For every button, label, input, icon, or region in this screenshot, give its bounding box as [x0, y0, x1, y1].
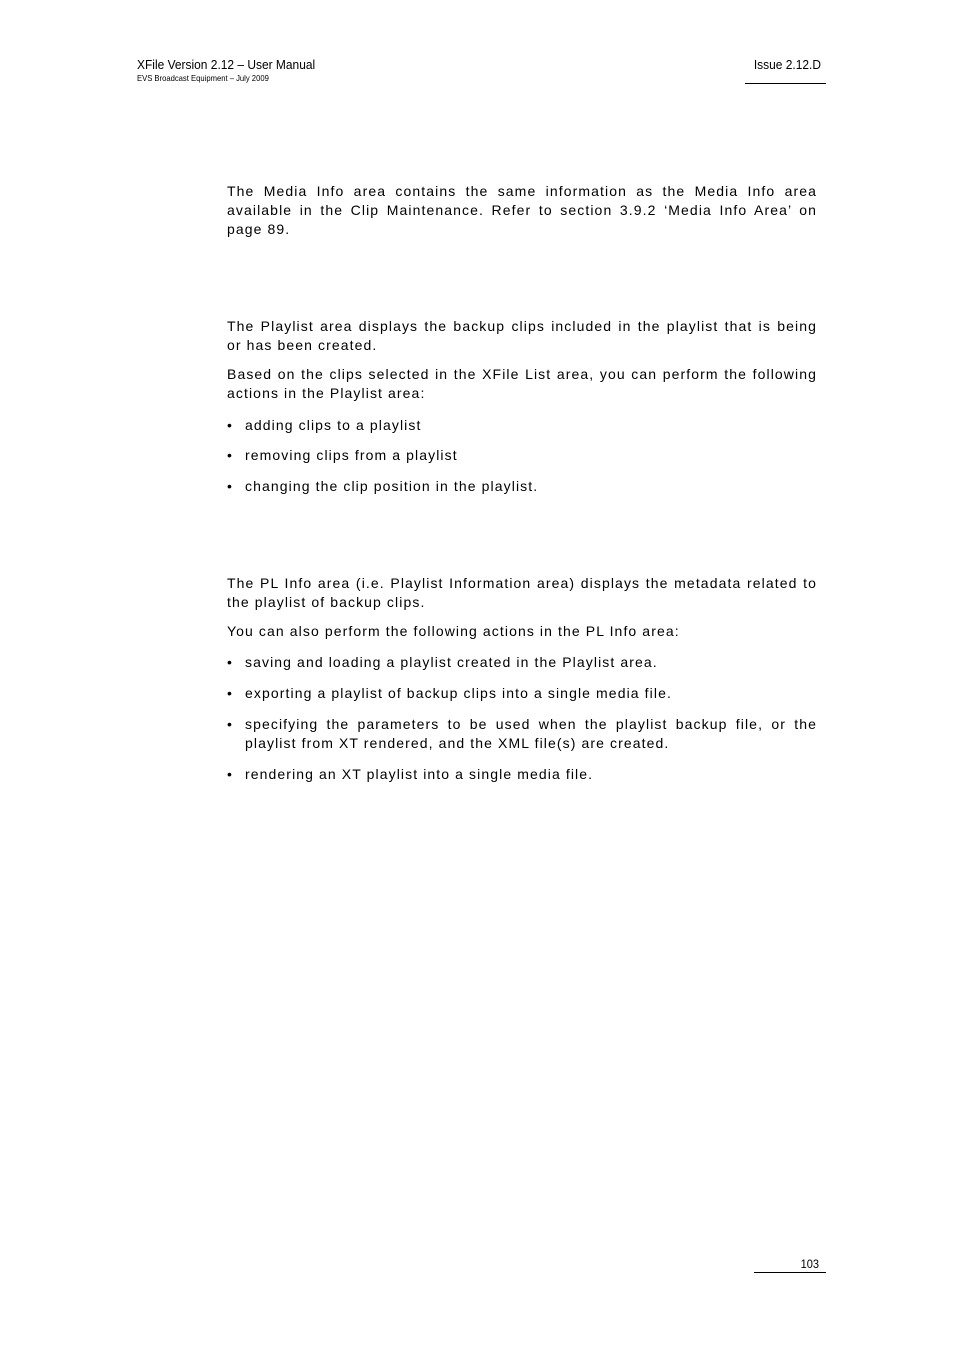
list-item	[227, 715, 817, 753]
list-item-text: exporting a playlist of backup clips into a single media file.	[245, 685, 672, 701]
list-item-text: removing clips from a playlist	[245, 447, 458, 463]
list-item	[227, 765, 817, 784]
pl-info-paragraph-2: You can also perform the following actions in the PL Info area:	[227, 623, 680, 639]
header-title: XFile Version 2.12 – User Manual	[137, 57, 316, 72]
header-rule	[745, 83, 826, 84]
footer-rule	[754, 1272, 826, 1273]
list-item	[227, 477, 817, 496]
list-item-text: changing the clip position in the playlist.	[245, 478, 539, 494]
bullet-glyph: •	[227, 447, 234, 463]
list-item	[227, 684, 817, 703]
playlist-paragraph-2: Based on the clips selected in the XFile List area, you can perform the following actions in the Playlist area:	[227, 366, 817, 401]
list-item-text: specifying the parameters to be used when the playlist backup file, or the playlist from XT rendered, and the XML file(s) are created.	[245, 716, 817, 751]
bullet-glyph: •	[227, 685, 234, 701]
list-item-text: adding clips to a playlist	[245, 417, 422, 433]
bullet-glyph: •	[227, 716, 234, 732]
bullet-glyph: •	[227, 417, 234, 433]
list-item-text: rendering an XT playlist into a single media file.	[245, 766, 594, 782]
media-info-paragraph: The Media Info area contains the same information as the Media Info area available in the Clip Maintenance. Refer to section 3.9.2 ‘Media Info Area’ on page 89.	[227, 183, 817, 237]
playlist-paragraph-1: The Playlist area displays the backup clips included in the playlist that is being or has been created.	[227, 318, 817, 353]
page-number: 103	[800, 1257, 819, 1271]
list-item	[227, 416, 817, 435]
pl-info-paragraph-1: The PL Info area (i.e. Playlist Information area) displays the metadata related to the playlist of backup clips.	[227, 575, 817, 610]
bullet-glyph: •	[227, 478, 234, 494]
header-subtitle: EVS Broadcast Equipment – July 2009	[137, 73, 269, 83]
bullet-glyph: •	[227, 766, 234, 782]
list-item-text: saving and loading a playlist created in the Playlist area.	[245, 654, 658, 670]
bullet-glyph: •	[227, 654, 234, 670]
list-item	[227, 653, 817, 672]
header-issue: Issue 2.12.D	[753, 57, 821, 72]
list-item	[227, 446, 817, 465]
